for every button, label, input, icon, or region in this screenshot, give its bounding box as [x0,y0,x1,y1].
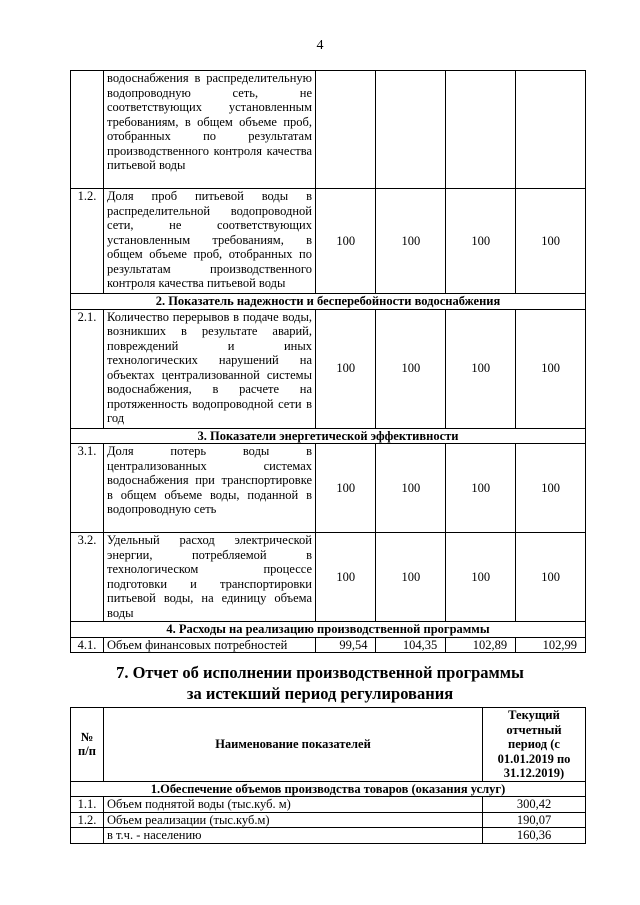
value-cell: 100 [376,444,446,533]
table-row [71,637,586,653]
section-row [71,781,586,797]
indicator-name-cell: Объем поднятой воды (тыс.куб. м) [104,797,483,813]
section-row [71,294,586,310]
section-title: 1.Обеспечение объемов производства товаров (оказания услуг) [71,781,586,797]
section-row [71,622,586,638]
value-cell: 104,35 [376,637,446,653]
table-row [71,533,586,622]
section-row [71,428,586,444]
indicator-name-cell: Доля проб питьевой воды в распределительной водопроводной сети, не соответствующих установленным требованиям, в общем объеме проб, отобранных по результатам производственного контроля качества питьевой воды [104,189,316,294]
table-row [71,797,586,813]
row-number-cell: 4.1. [71,637,104,653]
value-cell: 190,07 [483,812,586,828]
table-row [71,444,586,533]
table-row [71,309,586,428]
row-number-cell [71,71,104,189]
row-number-cell: 2.1. [71,309,104,428]
header-current-period: Текущий отчетный период (с 01.01.2019 по 31.12.2019) [483,708,586,782]
table-row [71,812,586,828]
row-number-cell: 1.2. [71,189,104,294]
value-cell: 160,36 [483,828,586,844]
indicator-name-cell: Количество перерывов в подаче воды, возникших в результате аварий, повреждений и иных технологических нарушений на объектах централизованной системы водоснабжения, в расчете на протяженность водопроводной сети в год [104,309,316,428]
value-cell: 100 [316,309,376,428]
header-number: № п/п [71,708,104,782]
indicator-name-cell: водоснабжения в распределительную водопроводную сеть, не соответствующих установленным требованиям, в общем объеме проб, отобранных по результатам производственного контроля качества питьевой воды [104,71,316,189]
table-row [71,828,586,844]
value-cell: 100 [376,189,446,294]
value-cell [376,71,446,189]
value-cell [446,71,516,189]
value-cell: 100 [446,189,516,294]
indicator-name-cell: Объем реализации (тыс.куб.м) [104,812,483,828]
value-cell: 100 [446,444,516,533]
page-number: 4 [316,38,324,53]
indicator-name-cell: Удельный расход электрической энергии, потребляемой в технологическом процессе подготовки и транспортировки питьевой воды, на единицу объема воды [104,533,316,622]
row-number-cell: 1.2. [71,812,104,828]
indicator-name-cell: в т.ч. - населению [104,828,483,844]
row-number-cell: 3.2. [71,533,104,622]
value-cell: 100 [516,444,586,533]
value-cell: 300,42 [483,797,586,813]
value-cell: 102,99 [516,637,586,653]
value-cell: 100 [376,533,446,622]
value-cell: 99,54 [316,637,376,653]
table-row [71,71,586,189]
value-cell: 100 [516,533,586,622]
report-table [70,707,586,844]
row-number-cell: 3.1. [71,444,104,533]
section-title: 2. Показатель надежности и бесперебойности водоснабжения [71,294,586,310]
row-number-cell [71,828,104,844]
section-7-title-line-2: за истекший период регулирования [186,684,454,703]
table-row [71,189,586,294]
value-cell [316,71,376,189]
value-cell: 102,89 [446,637,516,653]
value-cell: 100 [316,444,376,533]
section-title: 3. Показатели энергетической эффективности [71,428,586,444]
indicators-table [70,70,586,653]
value-cell: 100 [516,189,586,294]
value-cell: 100 [316,189,376,294]
header-row [71,708,586,782]
indicator-name-cell: Доля потерь воды в централизованных системах водоснабжения при транспортировке в общем объеме воды, поданной в водопроводную сеть [104,444,316,533]
value-cell: 100 [516,309,586,428]
value-cell [516,71,586,189]
value-cell: 100 [376,309,446,428]
indicator-name-cell: Объем финансовых потребностей [104,637,316,653]
section-7-heading [0,662,640,704]
section-title: 4. Расходы на реализацию производственной программы [71,622,586,638]
section-7-title-line-1: 7. Отчет об исполнении производственной программы [116,663,524,682]
value-cell: 100 [446,533,516,622]
header-name: Наименование показателей [104,708,483,782]
value-cell: 100 [446,309,516,428]
value-cell: 100 [316,533,376,622]
row-number-cell: 1.1. [71,797,104,813]
